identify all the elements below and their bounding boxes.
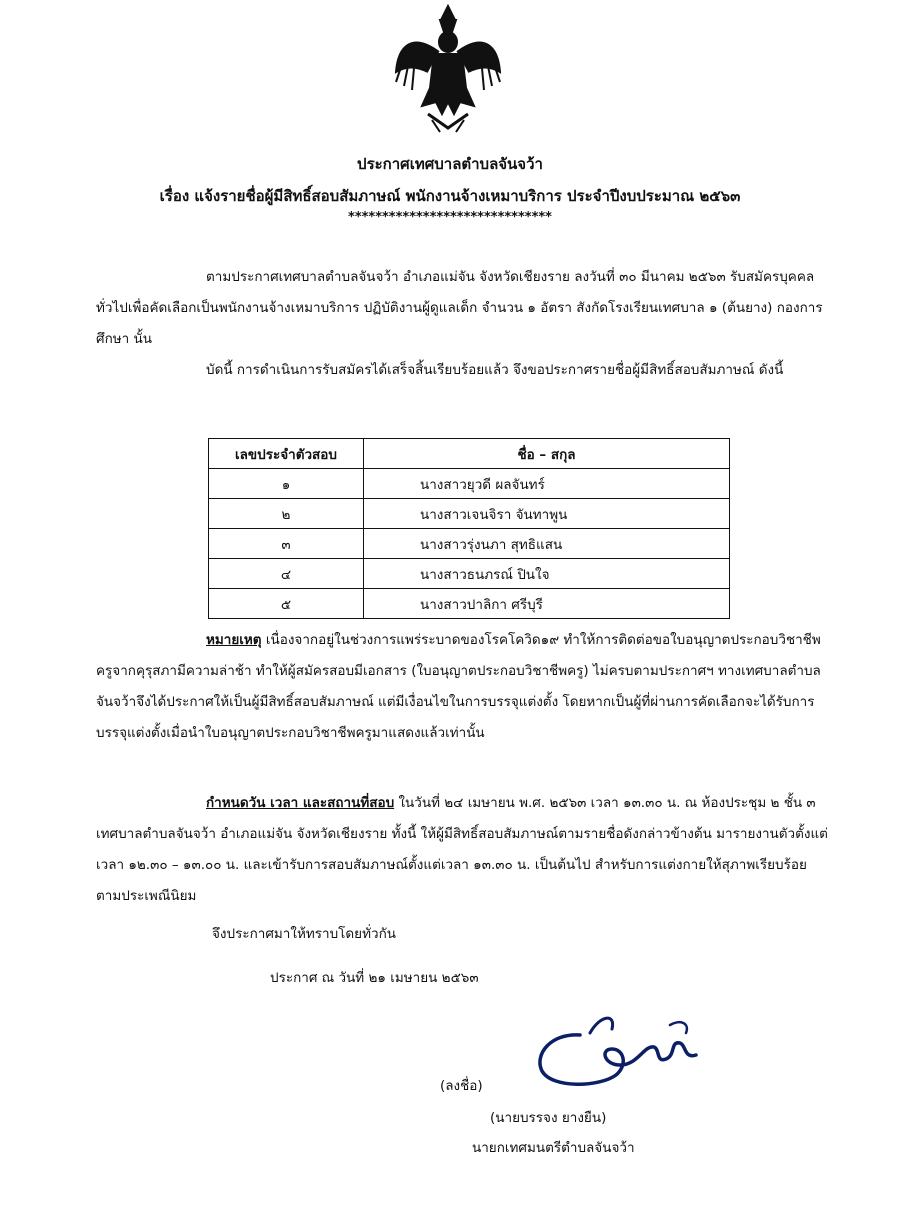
table-row: [209, 589, 730, 619]
table-row: [209, 529, 730, 559]
handwritten-signature-icon: [520, 1005, 710, 1095]
candidate-name: นางสาวธนภรณ์ ปินใจ: [364, 559, 730, 589]
table-row: [209, 469, 730, 499]
note-text: เนื่องจากอยู่ในช่วงการแพร่ระบาดของโรคโควิด๑๙ ทำให้การติดต่อขอใบอนุญาตประกอบวิชาชีพครูจากคุรุสภามีความล่าช้า ทำให้ผู้สมัครสอบมีเอกสาร (ใบอนุญาตประกอบวิชาชีพครู) ไม่ครบตามประกาศฯ ทางเทศบาลตำบลจันจว้าจึงได้ประกาศให้เป็นผู้มีสิทธิ์สอบสัมภาษณ์ แต่มีเงื่อนไขในการบรรจุแต่งตั้ง โดยหากเป็นผู้ที่ผ่านการคัดเลือกจะได้รับการบรรจุแต่งตั้งเมื่อนำใบอนุญาตประกอบวิชาชีพครูมาแสดงแล้วเท่านั้น: [96, 632, 821, 741]
header-exam-number: เลขประจำตัวสอบ: [209, 439, 364, 469]
candidate-table: [208, 438, 730, 619]
paragraph-schedule: [96, 788, 830, 912]
note-label: หมายเหตุ: [206, 632, 262, 648]
schedule-label: กำหนดวัน เวลา และสถานที่สอบ: [206, 795, 395, 811]
table-header-row: [209, 439, 730, 469]
paragraph-intro: ตามประกาศเทศบาลตำบลจันจว้า อำเภอแม่จัน จังหวัดเชียงราย ลงวันที่ ๓๐ มีนาคม ๒๕๖๓ รับสมัครบุคคลทั่วไปเพื่อคัดเลือกเป็นพนักงานจ้างเหมาบริการ ปฏิบัติงานผู้ดูแลเด็ก จำนวน ๑ อัตรา สังกัดโรงเรียนเทศบาล ๑ (ต้นยาง) กองการศึกษา นั้น: [96, 269, 823, 347]
exam-number: ๒: [209, 499, 364, 529]
subject-text: แจ้งรายชื่อผู้มีสิทธิ์สอบสัมภาษณ์ พนักงานจ้างเหมาบริการ ประจำปีงบประมาณ ๒๕๖๓: [194, 187, 741, 205]
sign-label: (ลงชื่อ): [440, 1078, 483, 1094]
candidate-name: นางสาวเจนจิรา จันทาพูน: [364, 499, 730, 529]
header-full-name: ชื่อ – สกุล: [364, 439, 730, 469]
garuda-emblem-icon: [392, 2, 504, 134]
exam-number: ๔: [209, 559, 364, 589]
signer-name: (นายบรรจง ยางยืน): [490, 1110, 607, 1126]
closing-statement: จึงประกาศมาให้ทราบโดยทั่วกัน: [212, 926, 396, 942]
signer-position: นายกเทศมนตรีตำบลจันจว้า: [472, 1140, 635, 1156]
table-row: [209, 499, 730, 529]
candidate-name: นางสาวยุวดี ผลจันทร์: [364, 469, 730, 499]
exam-number: ๓: [209, 529, 364, 559]
announce-date: ประกาศ ณ วันที่ ๒๑ เมษายน ๒๕๖๓: [270, 970, 479, 986]
paragraph-note: [96, 625, 830, 749]
exam-number: ๑: [209, 469, 364, 499]
candidate-name: นางสาวปาลิกา ศรีบุรี: [364, 589, 730, 619]
schedule-text: ในวันที่ ๒๔ เมษายน พ.ศ. ๒๕๖๓ เวลา ๑๓.๓๐ น. ณ ห้องประชุม ๒ ชั้น ๓ เทศบาลตำบลจันจว้า อำเภอแม่จัน จังหวัดเชียงราย ทั้งนี้ ให้ผู้มีสิทธิ์สอบสัมภาษณ์ตามรายชื่อดังกล่าวข้างต้น มารายงานตัวตั้งแต่เวลา ๑๒.๓๐ – ๑๓.๐๐ น. และเข้ารับการสอบสัมภาษณ์ตั้งแต่เวลา ๑๓.๓๐ น. เป็นต้นไป สำหรับการแต่งกายให้สุภาพเรียบร้อยตามประเพณีนิยม: [96, 795, 828, 904]
subject-line: [0, 184, 900, 208]
table-row: [209, 559, 730, 589]
page-title: ประกาศเทศบาลตำบลจันจว้า: [357, 155, 543, 173]
separator-line: ******************************: [348, 210, 552, 225]
exam-number: ๕: [209, 589, 364, 619]
subject-prefix: เรื่อง: [159, 187, 190, 205]
paragraph-announce: บัดนี้ การดำเนินการรับสมัครได้เสร็จสิ้นเรียบร้อยแล้ว จึงขอประกาศรายชื่อผู้มีสิทธิ์สอบสัมภาษณ์ ดังนี้: [206, 362, 784, 378]
candidate-name: นางสาวรุ่งนภา สุทธิแสน: [364, 529, 730, 559]
